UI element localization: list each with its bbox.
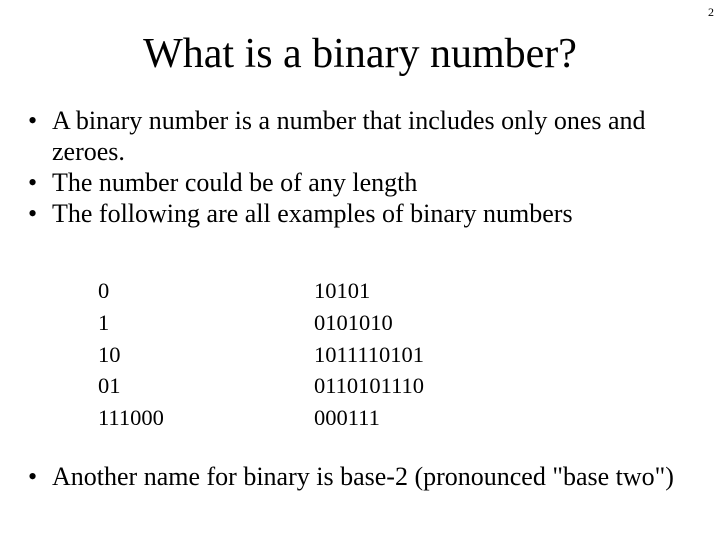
examples-right-column (314, 275, 424, 434)
binary-example: 1011110101 (314, 341, 424, 367)
binary-example: 0101010 (314, 309, 393, 335)
slide-title: What is a binary number? (143, 31, 577, 77)
binary-example: 10 (98, 341, 121, 367)
binary-example: 0110101110 (314, 373, 424, 399)
bullet-item: • Another name for binary is base-2 (pronounced "base two") (22, 461, 702, 492)
bullet-item: • A binary number is a number that includes only ones and zeroes. (22, 105, 702, 167)
binary-example: 1 (98, 309, 110, 335)
page-number: 2 (708, 5, 714, 19)
bullet-list (22, 105, 702, 229)
binary-example: 000111 (314, 405, 380, 431)
binary-example: 0 (98, 278, 110, 303)
bullet-item: • The following are all examples of binary numbers (22, 198, 702, 229)
examples-left-column (98, 275, 164, 434)
binary-example: 111000 (98, 405, 164, 431)
bullet-item: • The number could be of any length (22, 167, 702, 198)
final-bullet-list (22, 461, 702, 492)
binary-example: 01 (98, 373, 121, 399)
binary-example: 10101 (314, 278, 371, 303)
